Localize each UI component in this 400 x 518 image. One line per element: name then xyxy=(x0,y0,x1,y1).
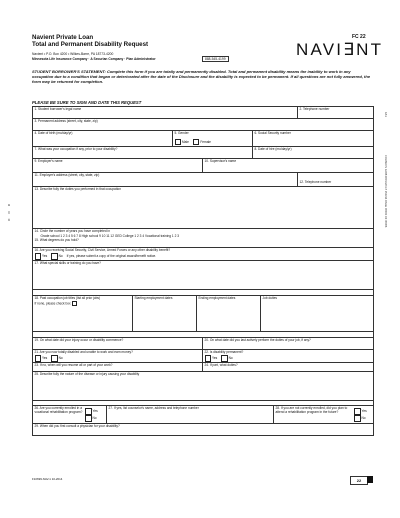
label-permanent: 22. Is disability permanent? xyxy=(204,350,244,354)
field-past-jobs[interactable] xyxy=(33,296,133,331)
label-legal-name: 1. Student borrower's legal name xyxy=(34,107,82,111)
enrolled-no-checkbox[interactable] xyxy=(85,415,92,422)
label-gender: 5. Gender xyxy=(174,131,189,135)
field-employer-phone[interactable] xyxy=(298,173,374,186)
none-checkbox[interactable] xyxy=(72,301,78,307)
label-employer-phone: 12. Telephone number xyxy=(299,180,332,185)
future-yes-label: Yes xyxy=(361,409,367,414)
label-none-note: If none, please check box xyxy=(34,301,71,306)
field-future-rehab xyxy=(274,406,374,423)
enrolled-yes-checkbox[interactable] xyxy=(85,408,92,415)
label-duties: 13. Describe fully the duties you performed in that occupation xyxy=(34,187,121,191)
future-no-label: No xyxy=(361,416,366,421)
binder-holes: o o o xyxy=(7,204,12,223)
label-employer-address: 11. Employer's address (street, city, state, zip) xyxy=(34,173,100,177)
benefit-note: If yes, please submit a copy of the original award/benefit notice. xyxy=(66,254,157,259)
label-injury-date: 19. On what date did your injury occur or disability commence? xyxy=(34,338,124,342)
female-label: Female xyxy=(200,139,211,144)
field-resume-work[interactable] xyxy=(33,363,203,371)
title-line-1: Navient Private Loan xyxy=(32,34,94,41)
label-nature-of-disability: 25. Describe fully the nature of the disease or injury causing your disability xyxy=(34,372,140,376)
label-telephone: 2. Telephone number xyxy=(299,107,330,111)
label-future-rehab: 28. If you are not currently enrolled, did you plan to attend a rehabilitation program in the future? xyxy=(275,406,348,414)
field-date-of-hire[interactable] xyxy=(253,147,374,158)
label-degrees: 15. What degrees do you hold? xyxy=(34,237,79,242)
disabled-no-checkbox[interactable] xyxy=(51,355,58,362)
disabled-no-label: No xyxy=(58,356,63,361)
field-enrolled-rehab xyxy=(33,406,107,423)
sign-note: PLEASE BE SURE TO SIGN AND DATE THIS REQUEST xyxy=(32,100,142,105)
field-duties[interactable] xyxy=(33,187,374,228)
field-ssn[interactable] xyxy=(253,131,374,146)
page-marker xyxy=(367,476,373,483)
label-disability-benefit: 16. Are you receiving Social Security, Civil Service, Armed Forces or any other disability benefit? xyxy=(34,248,171,252)
field-injury-date[interactable] xyxy=(33,338,203,349)
permanent-no-checkbox[interactable] xyxy=(221,355,228,362)
enrolled-yes-label: Yes xyxy=(92,409,98,414)
label-enrolled-rehab: 26. Are you currently enrolled in a vocational rehabilitation program? xyxy=(34,406,83,414)
mailing-address: Navient • P.O. Box 4200 • Wilkes-Barre, PA 18773-4200 xyxy=(32,52,114,56)
field-totally-disabled xyxy=(33,350,203,362)
label-counselor-info: 27. If yes, list counselor's name, address and telephone number xyxy=(108,406,199,410)
label-prior-occupation: 7. What was your occupation if any, prior to your disability? xyxy=(34,147,118,151)
field-employer-address[interactable] xyxy=(33,173,298,186)
label-past-jobs: 18. Past occupation job titles (list all prior jobs) xyxy=(34,296,101,300)
future-no-checkbox[interactable] xyxy=(354,415,361,422)
field-gender xyxy=(173,131,253,146)
field-start-dates[interactable] xyxy=(133,296,197,331)
benefit-yes-label: Yes xyxy=(42,254,48,259)
form-grid xyxy=(32,106,374,436)
right-margin-code: COUSRCN 12/28 9001 E8 GT 152314 PAGE 00002 OF 00006 xyxy=(384,155,387,228)
title-line-2: Total and Permanent Disability Request xyxy=(32,41,149,48)
label-part-duties: 24. If part, what duties? xyxy=(204,363,238,367)
field-date-of-birth[interactable] xyxy=(33,131,173,146)
label-job-duties: Job duties xyxy=(262,296,278,300)
disabled-yes-label: Yes xyxy=(42,356,48,361)
plan-phone: 888-545-4199 xyxy=(202,56,229,62)
permanent-no-label: No xyxy=(228,356,233,361)
label-employer-name: 9. Employer's name xyxy=(34,159,63,163)
label-ssn: 6. Social Security number xyxy=(254,131,291,135)
male-checkbox[interactable] xyxy=(175,139,182,146)
label-special-skills: 17. What special skills or training do you have? xyxy=(34,261,101,265)
enrolled-no-label: No xyxy=(92,416,97,421)
field-job-duties[interactable] xyxy=(261,296,374,331)
education-options[interactable]: Grade school 1 2 3 4 5 6 7 8 High school 9 10 11 12 GED College 1 2 3 4 Vocational training 1 2 3 xyxy=(40,234,180,239)
field-legal-name[interactable] xyxy=(33,107,298,118)
field-disability-benefit xyxy=(33,248,374,260)
label-totally-disabled: 21. Are you now totally disabled and unable to work and earn money? xyxy=(34,350,133,354)
label-last-work-date: 20. On what date did you last actively perform the duties of your job, if any? xyxy=(204,338,311,342)
field-education-years xyxy=(33,229,374,247)
benefit-no-checkbox[interactable] xyxy=(51,253,58,260)
field-last-work-date[interactable] xyxy=(203,338,374,349)
field-part-duties[interactable] xyxy=(203,363,374,371)
field-supervisor-name[interactable] xyxy=(203,159,374,172)
male-label: Male xyxy=(182,139,189,144)
borrower-statement: STUDENT BORROWER'S STATEMENT: Complete this form if you are totally and permanently disabled. Total and permanent disability means the inability to work in any occupation due to a condition that began or deteriorated after the date of the Disclosure and the disability is expected to be permanent. If all questions are not fully answered, the form may be returned for completion. xyxy=(32,69,371,84)
label-end-dates: Ending employment dates xyxy=(198,296,236,300)
label-start-dates: Starting employment dates xyxy=(134,296,173,300)
label-date-of-hire: 8. Date of hire (mo/day/yr) xyxy=(254,147,292,151)
form-id: F10699-NAV-1 10-2014 xyxy=(32,477,63,481)
permanent-yes-checkbox[interactable] xyxy=(205,355,212,362)
label-resume-work: 23. If no, when will you resume all or part of your work? xyxy=(34,363,113,367)
form-code: FC 22 xyxy=(352,34,366,40)
label-physician-date: 29. When did you first consult a physician for your disability? xyxy=(34,424,120,428)
field-permanent xyxy=(203,350,374,362)
disabled-yes-checkbox[interactable] xyxy=(35,355,42,362)
female-checkbox[interactable] xyxy=(193,139,200,146)
label-date-of-birth: 4. Date of birth (mo/day/yr) xyxy=(34,131,73,135)
field-permanent-address[interactable] xyxy=(33,119,374,130)
insurer-line: Minnesota Life Insurance Company · A Securian Company · Plan Administrator xyxy=(32,57,156,61)
field-nature-of-disability[interactable] xyxy=(33,372,374,400)
permanent-yes-label: Yes xyxy=(212,356,218,361)
navient-logo: NAVI∃NT xyxy=(296,40,384,59)
future-yes-checkbox[interactable] xyxy=(354,408,361,415)
label-supervisor-name: 10. Supervisor's name xyxy=(204,159,237,163)
field-special-skills[interactable] xyxy=(33,261,374,289)
benefit-no-label: No xyxy=(58,254,63,259)
label-education: 14. Circle the number of years you have completed in xyxy=(34,229,110,233)
benefit-yes-checkbox[interactable] xyxy=(35,253,42,260)
field-employer-name[interactable] xyxy=(33,159,203,172)
field-physician-date[interactable] xyxy=(33,424,374,435)
field-counselor-info[interactable] xyxy=(107,406,274,423)
label-permanent-address: 3. Permanent address (street, city, state, zip) xyxy=(34,119,98,123)
right-margin-small: 1/11 xyxy=(384,112,387,117)
field-end-dates[interactable] xyxy=(197,296,261,331)
field-prior-occupation[interactable] xyxy=(33,147,253,158)
field-telephone[interactable] xyxy=(298,107,374,118)
page-number: 22 xyxy=(350,476,368,485)
